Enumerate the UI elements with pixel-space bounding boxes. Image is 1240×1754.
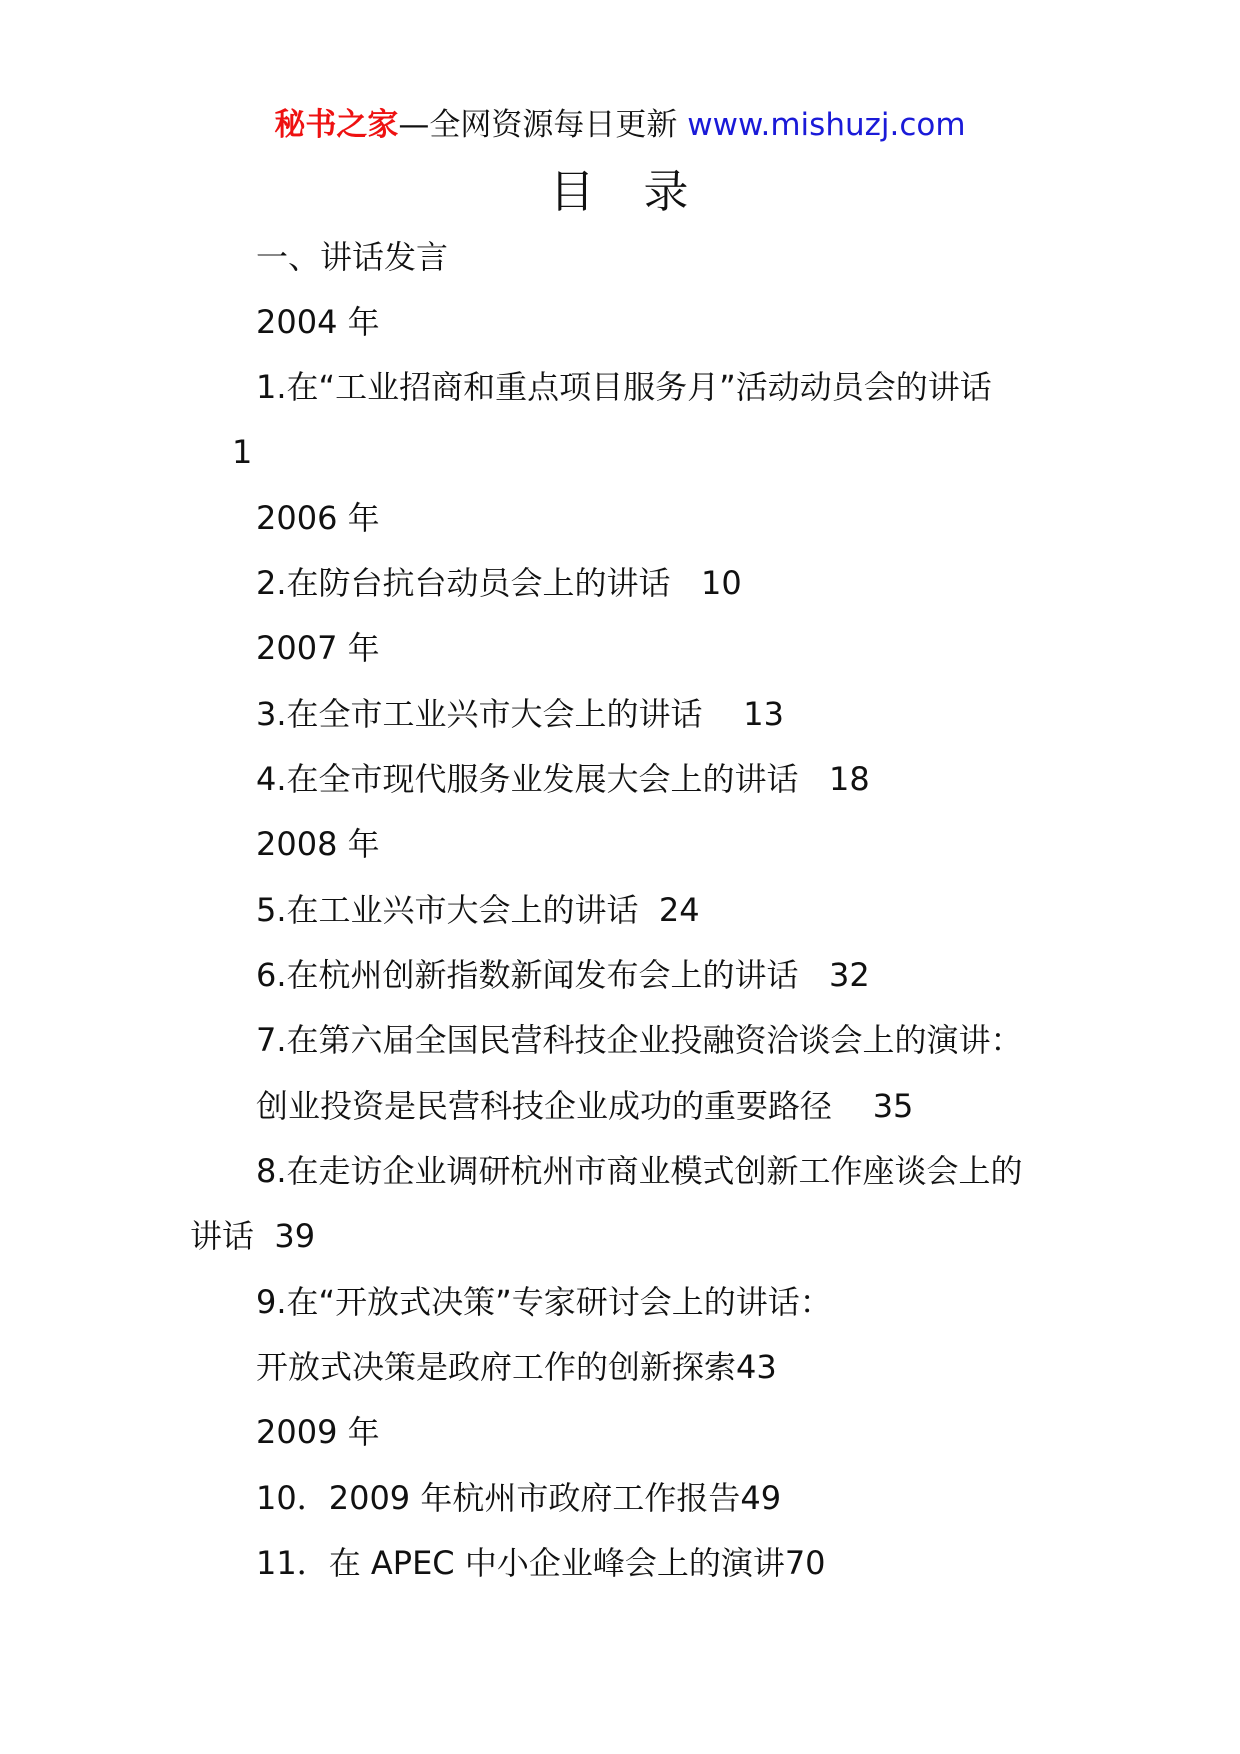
toc-entry-1-page[interactable]: 1: [232, 433, 253, 471]
toc-year-heading: 2009 年: [256, 1413, 380, 1451]
toc-title: 目 录: [549, 165, 691, 218]
toc-section-heading: 一、讲话发言: [256, 238, 449, 276]
toc-year-heading: 2006 年: [256, 499, 380, 537]
toc-year-heading: 2004 年: [256, 303, 380, 341]
toc-year-heading: 2008 年: [256, 825, 380, 863]
site-header: [0, 103, 1240, 147]
toc-year-heading: 2007 年: [256, 629, 380, 667]
toc-entry-10[interactable]: 10．2009 年杭州市政府工作报告49: [256, 1479, 782, 1517]
toc-entry-8[interactable]: 8.在走访企业调研杭州市商业模式创新工作座谈会上的: [256, 1152, 1023, 1190]
site-url-link[interactable]: www.mishuzj.com: [687, 107, 966, 143]
toc-entry-9-continued[interactable]: 开放式决策是政府工作的创新探索43: [256, 1348, 777, 1386]
toc-entry-11[interactable]: 11．在 APEC 中小企业峰会上的演讲70: [256, 1544, 826, 1582]
toc-entry-3[interactable]: 3.在全市工业兴市大会上的讲话 13: [256, 695, 784, 733]
toc-entry-2[interactable]: 2.在防台抗台动员会上的讲话 10: [256, 564, 742, 602]
brand-name: 秘书之家: [274, 107, 399, 143]
header-tagline: —全网资源每日更新: [398, 107, 688, 143]
toc-entry-9[interactable]: 9.在“开放式决策”专家研讨会上的讲话：: [256, 1283, 832, 1321]
toc-entry-7[interactable]: 7.在第六届全国民营科技企业投融资洽谈会上的演讲：: [256, 1021, 1023, 1059]
toc-entry-6[interactable]: 6.在杭州创新指数新闻发布会上的讲话 32: [256, 956, 870, 994]
toc-entry-1[interactable]: 1.在“工业招商和重点项目服务月”活动动员会的讲话: [256, 368, 992, 406]
toc-entry-4[interactable]: 4.在全市现代服务业发展大会上的讲话 18: [256, 760, 870, 798]
toc-entry-7-continued[interactable]: 创业投资是民营科技企业成功的重要路径 35: [256, 1087, 914, 1125]
toc-entry-8-continued[interactable]: 讲话 39: [190, 1217, 316, 1255]
toc-entry-5[interactable]: 5.在工业兴市大会上的讲话 24: [256, 891, 700, 929]
